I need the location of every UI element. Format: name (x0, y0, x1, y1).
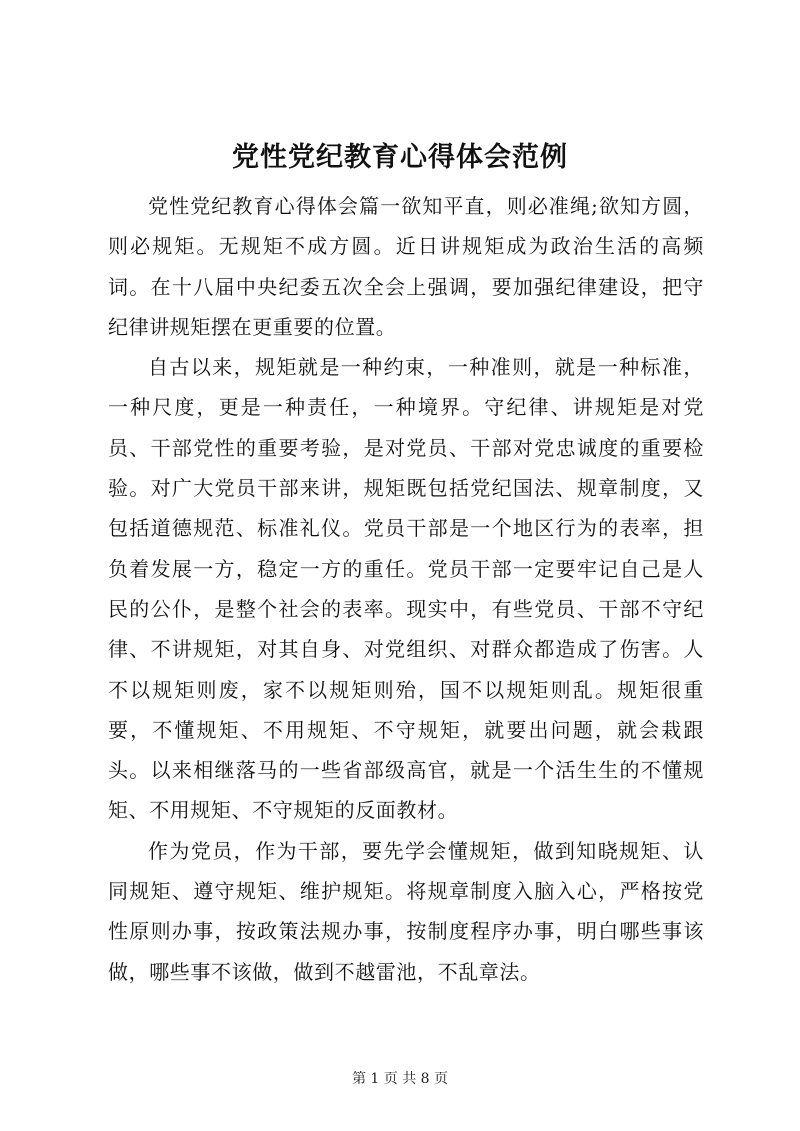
paragraph-3: 作为党员，作为干部，要先学会懂规矩，做到知晓规矩、认同规矩、遵守规矩、维护规矩。将规章制度入脑入心，严格按党性原则办事，按政策法规办事，按制度程序办事，明白哪些事该做，哪些事不该做，做到不越雷池，不乱章法。 (108, 838, 704, 984)
paragraph-2: 自古以来，规矩就是一种约束，一种准则，就是一种标准，一种尺度，更是一种责任，一种境界。守纪律、讲规矩是对党员、干部党性的重要考验，是对党员、干部对党忠诚度的重要检验。对广大党员干部来讲，规矩既包括党纪国法、规章制度，又包括道德规范、标准礼仪。党员干部是一个地区行为的表率，担负着发展一方，稳定一方的重任。党员干部一定要牢记自己是人民的公仆，是整个社会的表率。现实中，有些党员、干部不守纪律、不讲规矩，对其自身、对党组织、对群众都造成了伤害。人不以规矩则废，家不以规矩则殆，国不以规矩则乱。规矩很重要，不懂规矩、不用规矩、不守规矩，就要出问题，就会栽跟头。以来相继落马的一些省部级高官，就是一个活生生的不懂规矩、不用规矩、不守规矩的反面教材。 (108, 355, 704, 823)
document-title: 党性党纪教育心得体会范例 (232, 142, 568, 173)
document-body (108, 186, 704, 992)
page-footer: 第 1 页 共 8 页 (351, 1071, 449, 1087)
paragraph-1: 党性党纪教育心得体会篇一欲知平直，则必准绳;欲知方圆，则必规矩。无规矩不成方圆。近日讲规矩成为政治生活的高频词。在十八届中央纪委五次全会上强调，要加强纪律建设，把守纪律讲规矩摆在更重要的位置。 (108, 194, 704, 339)
